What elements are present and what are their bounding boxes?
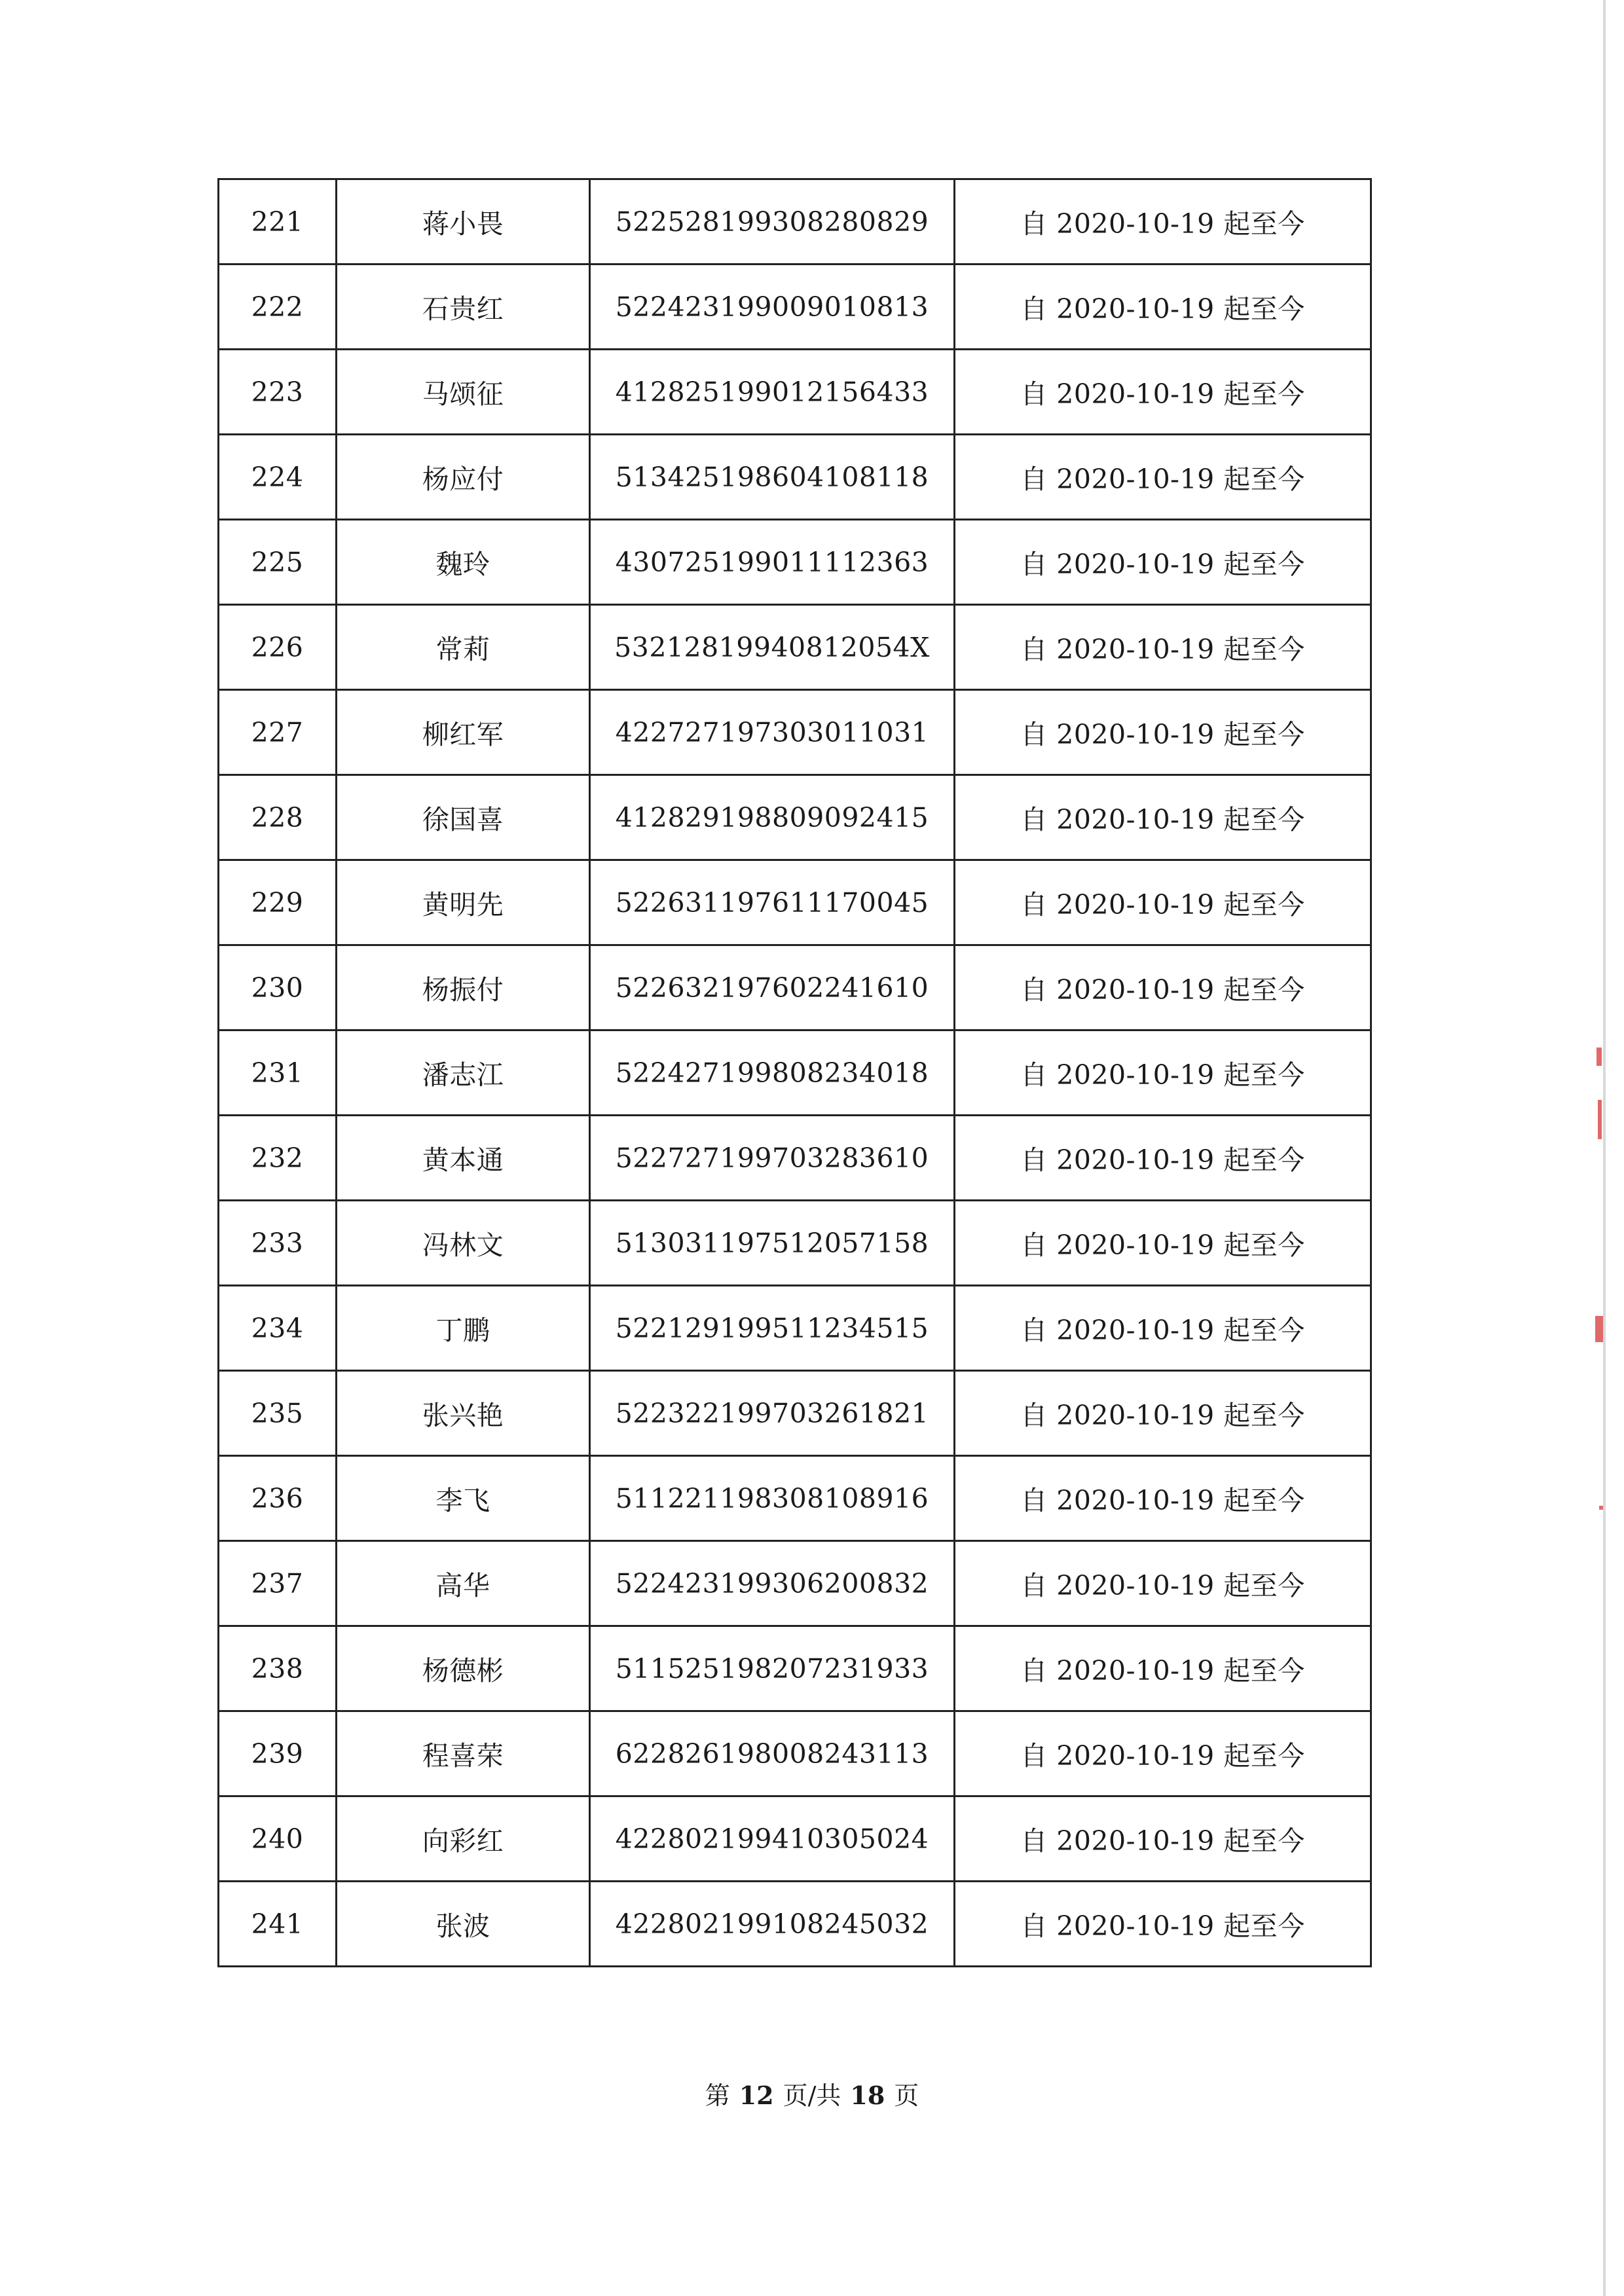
table-row <box>219 1796 1371 1882</box>
id-number-cell: 522423199009010813 <box>590 264 955 350</box>
id-number-cell: 513031197512057158 <box>590 1201 955 1286</box>
name-cell: 徐国喜 <box>337 775 590 860</box>
row-number-cell: 231 <box>219 1030 337 1116</box>
row-number-cell: 236 <box>219 1456 337 1541</box>
id-number-cell: 622826198008243113 <box>590 1711 955 1796</box>
table-row <box>219 605 1371 690</box>
name-cell: 黄本通 <box>337 1116 590 1201</box>
row-number-cell: 228 <box>219 775 337 860</box>
name-cell: 柳红军 <box>337 690 590 775</box>
id-number-cell: 511221198308108916 <box>590 1456 955 1541</box>
name-cell: 常莉 <box>337 605 590 690</box>
period-cell: 自 2020-10-19 起至今 <box>955 1116 1371 1201</box>
row-number-cell: 221 <box>219 179 337 264</box>
row-number-cell: 230 <box>219 945 337 1030</box>
period-cell: 自 2020-10-19 起至今 <box>955 264 1371 350</box>
seal-fragment <box>1598 1100 1602 1139</box>
name-cell: 蒋小畏 <box>337 179 590 264</box>
table-row <box>219 1286 1371 1371</box>
total-pages-number: 18 <box>850 2081 885 2110</box>
name-cell: 张兴艳 <box>337 1371 590 1456</box>
id-number-cell: 522129199511234515 <box>590 1286 955 1371</box>
period-cell: 自 2020-10-19 起至今 <box>955 775 1371 860</box>
id-number-cell: 511525198207231933 <box>590 1626 955 1711</box>
table-row <box>219 1882 1371 1967</box>
roster-table-body <box>219 179 1371 1967</box>
table-row <box>219 435 1371 520</box>
table-row <box>219 690 1371 775</box>
row-number-cell: 227 <box>219 690 337 775</box>
table-row <box>219 1201 1371 1286</box>
name-cell: 向彩红 <box>337 1796 590 1882</box>
period-cell: 自 2020-10-19 起至今 <box>955 1882 1371 1967</box>
id-number-cell: 412825199012156433 <box>590 350 955 435</box>
table-row <box>219 1711 1371 1796</box>
row-number-cell: 241 <box>219 1882 337 1967</box>
current-page-number: 12 <box>739 2081 774 2110</box>
name-cell: 李飞 <box>337 1456 590 1541</box>
id-number-cell: 522423199306200832 <box>590 1541 955 1626</box>
period-cell: 自 2020-10-19 起至今 <box>955 1711 1371 1796</box>
row-number-cell: 239 <box>219 1711 337 1796</box>
table-row <box>219 1116 1371 1201</box>
table-row <box>219 1371 1371 1456</box>
row-number-cell: 240 <box>219 1796 337 1882</box>
table-row <box>219 1626 1371 1711</box>
period-cell: 自 2020-10-19 起至今 <box>955 945 1371 1030</box>
row-number-cell: 225 <box>219 520 337 605</box>
id-number-cell: 522727199703283610 <box>590 1116 955 1201</box>
period-cell: 自 2020-10-19 起至今 <box>955 520 1371 605</box>
id-number-cell: 522632197602241610 <box>590 945 955 1030</box>
name-cell: 丁鹏 <box>337 1286 590 1371</box>
period-cell: 自 2020-10-19 起至今 <box>955 1030 1371 1116</box>
period-cell: 自 2020-10-19 起至今 <box>955 1626 1371 1711</box>
row-number-cell: 226 <box>219 605 337 690</box>
id-number-cell: 522631197611170045 <box>590 860 955 945</box>
page-edge-line <box>1603 0 1606 2296</box>
table-row <box>219 1541 1371 1626</box>
name-cell: 杨德彬 <box>337 1626 590 1711</box>
id-number-cell: 522528199308280829 <box>590 179 955 264</box>
id-number-cell: 522427199808234018 <box>590 1030 955 1116</box>
seal-fragment <box>1596 1048 1602 1066</box>
row-number-cell: 222 <box>219 264 337 350</box>
roster-table <box>217 178 1372 1967</box>
id-number-cell: 430725199011112363 <box>590 520 955 605</box>
table-row <box>219 179 1371 264</box>
seal-fragment <box>1595 1316 1603 1342</box>
period-cell: 自 2020-10-19 起至今 <box>955 179 1371 264</box>
row-number-cell: 235 <box>219 1371 337 1456</box>
id-number-cell: 53212819940812054X <box>590 605 955 690</box>
row-number-cell: 234 <box>219 1286 337 1371</box>
footer-middle: 页/共 <box>783 2081 841 2110</box>
seal-fragment <box>1599 1506 1603 1510</box>
name-cell: 杨应付 <box>337 435 590 520</box>
table-row <box>219 1030 1371 1116</box>
page-footer <box>0 2075 1624 2111</box>
table-row <box>219 945 1371 1030</box>
table-row <box>219 520 1371 605</box>
table-row <box>219 264 1371 350</box>
id-number-cell: 412829198809092415 <box>590 775 955 860</box>
table-row <box>219 860 1371 945</box>
period-cell: 自 2020-10-19 起至今 <box>955 1286 1371 1371</box>
id-number-cell: 422727197303011031 <box>590 690 955 775</box>
name-cell: 魏玲 <box>337 520 590 605</box>
row-number-cell: 224 <box>219 435 337 520</box>
period-cell: 自 2020-10-19 起至今 <box>955 860 1371 945</box>
name-cell: 潘志江 <box>337 1030 590 1116</box>
id-number-cell: 513425198604108118 <box>590 435 955 520</box>
row-number-cell: 238 <box>219 1626 337 1711</box>
period-cell: 自 2020-10-19 起至今 <box>955 1541 1371 1626</box>
row-number-cell: 229 <box>219 860 337 945</box>
period-cell: 自 2020-10-19 起至今 <box>955 1456 1371 1541</box>
name-cell: 程喜荣 <box>337 1711 590 1796</box>
period-cell: 自 2020-10-19 起至今 <box>955 605 1371 690</box>
name-cell: 黄明先 <box>337 860 590 945</box>
footer-prefix: 第 <box>705 2081 730 2110</box>
name-cell: 张波 <box>337 1882 590 1967</box>
row-number-cell: 233 <box>219 1201 337 1286</box>
name-cell: 冯林文 <box>337 1201 590 1286</box>
id-number-cell: 422802199108245032 <box>590 1882 955 1967</box>
table-row <box>219 775 1371 860</box>
period-cell: 自 2020-10-19 起至今 <box>955 1201 1371 1286</box>
id-number-cell: 422802199410305024 <box>590 1796 955 1882</box>
footer-suffix: 页 <box>894 2081 919 2110</box>
row-number-cell: 232 <box>219 1116 337 1201</box>
row-number-cell: 237 <box>219 1541 337 1626</box>
name-cell: 石贵红 <box>337 264 590 350</box>
period-cell: 自 2020-10-19 起至今 <box>955 690 1371 775</box>
period-cell: 自 2020-10-19 起至今 <box>955 1371 1371 1456</box>
period-cell: 自 2020-10-19 起至今 <box>955 435 1371 520</box>
period-cell: 自 2020-10-19 起至今 <box>955 1796 1371 1882</box>
name-cell: 高华 <box>337 1541 590 1626</box>
table-row <box>219 1456 1371 1541</box>
name-cell: 马颂征 <box>337 350 590 435</box>
row-number-cell: 223 <box>219 350 337 435</box>
id-number-cell: 522322199703261821 <box>590 1371 955 1456</box>
table-row <box>219 350 1371 435</box>
period-cell: 自 2020-10-19 起至今 <box>955 350 1371 435</box>
name-cell: 杨振付 <box>337 945 590 1030</box>
